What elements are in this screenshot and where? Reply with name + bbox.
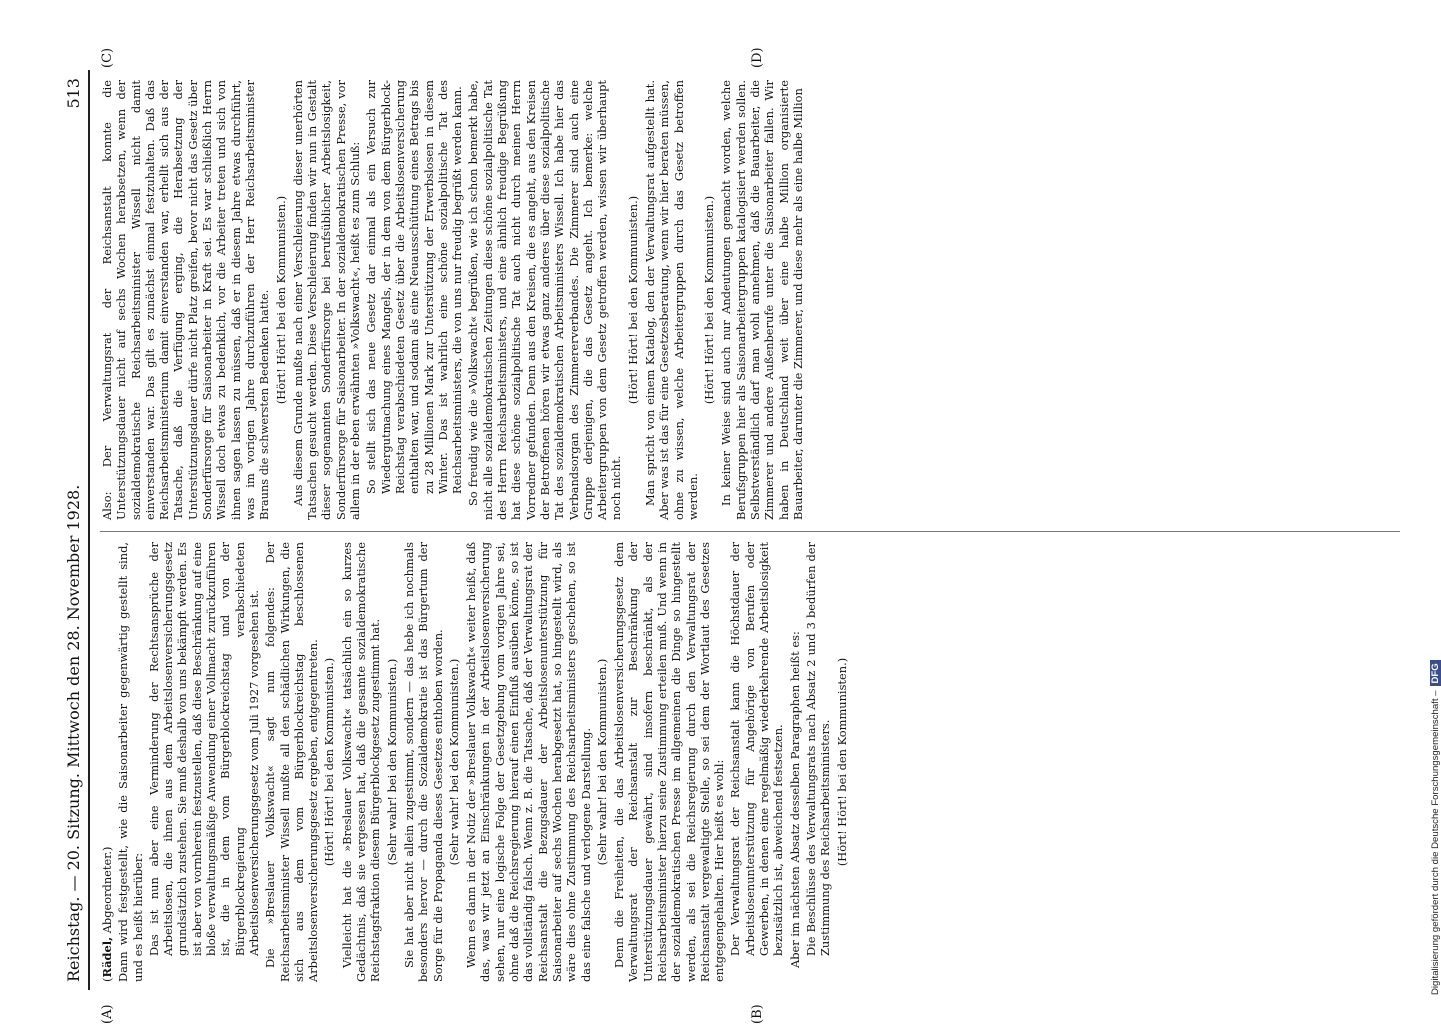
quote: So stellt sich das neue Gesetz dar einmal als ein Versuch zur Wiedergutmachung eines Mangels, der in dem von dem Bürgerblock-Reichstag verabschiedeten Gesetz über die Arbeitslosenversicherung enthalten war, und sodann als eine Neuausschüttung eines Betrags bis zu 28 Millionen Mark zur Unterstützung der Erwerbslosen in diesem Winter. Das ist wahrlich eine schöne sozialpolitische Tat des Reichsarbeitsministers, die von uns nur freudig begrüßt werden kann. [364, 80, 465, 494]
paragraph: So freudig wie die »Volkswacht« begrüßen, wie ich schon bemerkt habe, nicht alle sozialdemokratischen Zeitungen diese schöne sozialpolitische Tat des Herrn Reichsarbeitsministers, und eine ähnlich freudige Begrüßung hat diese schöne sozialpolitische Tat auch nicht durch meinen Herrn Vorredner gefunden. Denn aus den Kreisen, die es angeht, aus den Kreisen der Betroffenen hören wir etwas ganz anderes über diese sozialpolitische Tat des sozialdemokratischen Arbeitsministers Wissell. Ich habe hier das Verbandsorgan des Zimmererverbandes. Die Zimmerer sind auch eine Gruppe derjenigen, die das Gesetz angeht. Ich bemerke: welche Arbeitergruppen von dem Gesetz getroffen werden, wissen wir überhaupt noch nicht. [466, 80, 624, 520]
paragraph: Vielleicht hat die »Breslauer Volkswacht« tatsächlich ein so kurzes Gedächtnis, daß sie vergessen hat, daß die gesamte sozialdemokratische Reichstagsfraktion diesem Bürgerblockgesetz zugestimmt hat. [339, 542, 383, 982]
paragraph: Dann wird festgestellt, wie die Saisonarbeiter gegenwärtig gestellt sind, und es heißt hierüber: [116, 542, 145, 982]
margin-mark-c: (C) [100, 47, 115, 68]
interjection: (Sehr wahr! bei den Kommunisten.) [594, 658, 609, 866]
speaker-role: Abgeordneter.) [100, 846, 114, 934]
speaker-name: Rädel, [100, 936, 114, 978]
interjection: (Hört! Hört! bei den Kommunisten.) [625, 195, 640, 405]
document-page [60, 47, 1420, 1024]
paragraph: Aus diesem Grunde mußte nach einer Verschleierung dieser unerhörten Tatsachen gesucht werden. Diese Verschleierung finden wir nun in Gestalt dieser sogenannten Sonderfürsorge bei berufsüblicher Arbeitslosigkeit, Sonderfürsorge für Saisonarbeiter. In der sozialdemokratischen Presse, vor allem in der eben erwähnten »Volkswacht«, heißt es zum Schluß: [290, 80, 363, 520]
text-column-left [100, 542, 1400, 982]
paragraph: Wenn es dann in der Notiz der »Breslauer Volkswacht« weiter heißt, daß das, was wir jetzt an Einschränkungen in der Arbeitslosenversicherung sehen, nur eine logische Folge der Gesetzgebung vom vorigen Jahre sei, ohne daß die Reichsregierung hierauf einen Einfluß ausüben könne, so ist das vollständig falsch. Wenn z. B. die Tatsache, daß der Verwaltungsrat der Reichsanstalt die Bezugsdauer der Arbeitslosenunterstützung für Saisonarbeiter auf sechs Wochen herabgesetzt hat, so hingestellt wird, als wäre dies ohne Zustimmung des Reichsarbeitsministers geschehen, so ist das eine falsche und verlogene Darstellung. [464, 542, 593, 982]
credit-line [1430, 660, 1441, 995]
paragraph: In keiner Weise sind auch nur Andeutungen gemacht worden, welche Berufsgruppen hier als Saisonarbeitergruppen katalogisiert werden sollen. Selbstverständlich darf man wohl annehmen, daß die Bauarbeiter, die Zimmerer und andere Außenberufe unter die Saisonarbeiter fallen. Wir haben in Deutschland weit über eine halbe Million organisierte Bauarbeiter, darunter die Zimmerer, und diese mehr als eine halbe Million [719, 80, 805, 520]
margin-mark-d: (D) [750, 47, 765, 68]
paragraph: Sie hat aber nicht allein zugestimmt, sondern — das hebe ich nochmals besonders hervor — durch die Sozialdemokratie ist das Bürgertum der Sorge für die Propaganda dieses Gesetzes enthoben worden. [401, 542, 445, 982]
quote: Die Beschlüsse des Verwaltungsrats nach Absatz 2 und 3 bedürfen der Zustimmung des Reichsarbeitsministers. [803, 542, 833, 956]
text-column-right [100, 80, 1400, 520]
interjection: (Hört! Hört! bei den Kommunisten.) [273, 195, 288, 405]
paragraph: Die »Breslauer Volkswacht« sagt nun folgendes: Der Reichsarbeitsminister Wissell mußte all den schädlichen Wirkungen, die sich aus dem vom Bürgerblockreichstag beschlossenen Arbeitslosenversicherungsgesetz ergeben, entgegentreten. [263, 542, 321, 982]
paragraph: Aber im nächsten Absatz desselben Paragraphen heißt es: [787, 631, 802, 968]
interjection: (Hört! Hört! bei den Kommunisten.) [322, 657, 337, 867]
header-title: Reichstag. — 20. Sitzung. Mittwoch den 28. November 1928. [64, 484, 83, 982]
dfg-logo: DFG [1430, 660, 1441, 686]
margin-mark-b: (B) [750, 1004, 765, 1024]
margin-mark-a: (A) [100, 1004, 115, 1024]
interjection: (Hört! Hört! bei den Kommunisten.) [702, 195, 717, 405]
credit-text: Digitalisierung gefördert durch die Deutsche Forschungsgemeinschaft – [1430, 690, 1441, 995]
column-divider [100, 531, 1400, 532]
speaker-line: (Rädel, Abgeordneter.) [100, 846, 114, 982]
interjection: (Sehr wahr! bei den Kommunisten.) [446, 658, 461, 866]
page-header [60, 70, 90, 990]
page-number: 513 [64, 78, 83, 109]
paragraph: Denn die Freiheiten, die das Arbeitslosenversicherungsgesetz dem Verwaltungsrat der Reichsanstalt zur Beschränkung der Unterstützungsdauer gewährt, sind insofern beschränkt, als der Reichsarbeitsminister hierzu seine Zustimmung erteilen muß. Und wenn in der sozialdemokratischen Presse im allgemeinen die Dinge so hingestellt werden, als sei die Reichsregierung durch den Verwaltungsrat der Reichsanstalt vergewaltigte Stelle, so sei dem der Wortlaut des Gesetzes entgegengehalten. Hier heißt es wohl: [612, 542, 727, 982]
quote: Der Verwaltungsrat der Reichsanstalt kann die Höchstdauer der Arbeitslosenunterstützung für Angehörige von Berufen oder Gewerben, in denen eine regelmäßig wiederkehrende Arbeitslosigkeit bezusätzlich ist, abweichend festsetzen. [728, 542, 786, 956]
digitization-credit [1410, 0, 1441, 1000]
paragraph: Man spricht von einem Katalog, den der Verwaltungsrat aufgestellt hat. Aber was ist das für eine Gesetzesberatung, wenn wir hier beraten müssen, ohne zu wissen, welche Arbeitergruppen durch das Gesetz betroffen werden. [642, 80, 700, 520]
quote: Das ist nun aber eine Verminderung der Rechtsansprüche der Arbeitslosen, die ihnen aus dem Arbeitslosenversicherungsgesetz grundsätzlich zustehen. Sie muß deshalb von uns bekämpft werden. Es ist aber von vornherein festzustellen, daß diese Beschränkung auf eine bloße verwaltungsmäßige Anwendung einer Vollmacht zurückzuführen ist, die in dem vom Bürgerblockreichstag und von der Bürgerblockregierung verabschiedeten Arbeitslosenversicherungsgesetz vom Juli 1927 vorgesehen ist. [146, 542, 261, 956]
interjection: (Hört! Hört! bei den Kommunisten.) [834, 657, 849, 867]
paragraph: Also: Der Verwaltungsrat der Reichsanstalt konnte die Unterstützungsdauer nicht auf sechs Wochen herabsetzen, wenn der sozialdemokratische Reichsarbeitsminister Wissell nicht damit einverstanden war. Das gilt es zunächst einmal festzuhalten. Daß das Reichsarbeitsministerium damit einverstanden war, erhellt sich aus der Tatsache, daß die Verfügung erging, die Herabsetzung der Unterstützungsdauer dürfe nicht Platz greifen, bevor nicht das Gesetz über Sonderfürsorge für Saisonarbeiter in Kraft sei. Es war schließlich Herrn Wissell doch etwas zu bedenklich, vor die Arbeiter treten und sich von ihnen sagen lassen zu müssen, daß er in diesem Jahre etwas durchführt, was im vorigen Jahre durchzuführen der Herr Reichsarbeitsminister Brauns die schwersten Bedenken hatte. [100, 80, 272, 520]
interjection: (Sehr wahr! bei den Kommunisten.) [384, 658, 399, 866]
